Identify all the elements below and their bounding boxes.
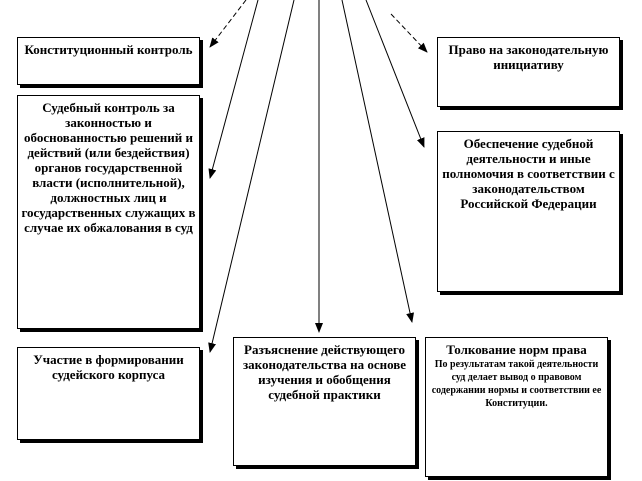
arrow-to-judicial-control: [210, 0, 258, 178]
arrow-to-judicial-corps: [210, 0, 294, 352]
arrow-to-constitutional-control: [210, 0, 246, 47]
box-norm-interpretation: [425, 337, 608, 477]
box-legislative-initiative: [437, 37, 620, 107]
box-label: Обеспечение судебной деятельности и иные полномочия в соответствии с законодательством Российской Федерации: [442, 136, 615, 211]
box-legislation-explanation: [233, 337, 416, 466]
box-label: Право на законодательную инициативу: [448, 42, 609, 72]
box-note: По результатам такой деятельности суд делает вывод о правовом содержании нормы и соответствии ее Конституции.: [431, 359, 602, 409]
arrow-to-legislative-initiative: [391, 14, 427, 52]
box-label: Толкование норм права: [446, 342, 587, 357]
box-label: Конституционный контроль: [24, 42, 193, 57]
box-label: Участие в формировании судейского корпуса: [33, 352, 184, 382]
box-judicial-control: [17, 95, 200, 329]
box-judicial-support: [437, 131, 620, 292]
arrow-to-judicial-support: [366, 0, 424, 147]
box-constitutional-control: [17, 37, 200, 85]
box-label: Судебный контроль за законностью и обоснованностью решений и действий (или бездействия) органов государственной власти (исполнительной), должностных лиц и государственных служащих в случае их обжалования в суд: [21, 100, 196, 235]
box-judicial-corps: [17, 347, 200, 440]
box-label: Разъяснение действующего законодательства на основе изучения и обобщения судебной практики: [242, 342, 407, 402]
arrow-to-interpretation: [342, 0, 412, 322]
